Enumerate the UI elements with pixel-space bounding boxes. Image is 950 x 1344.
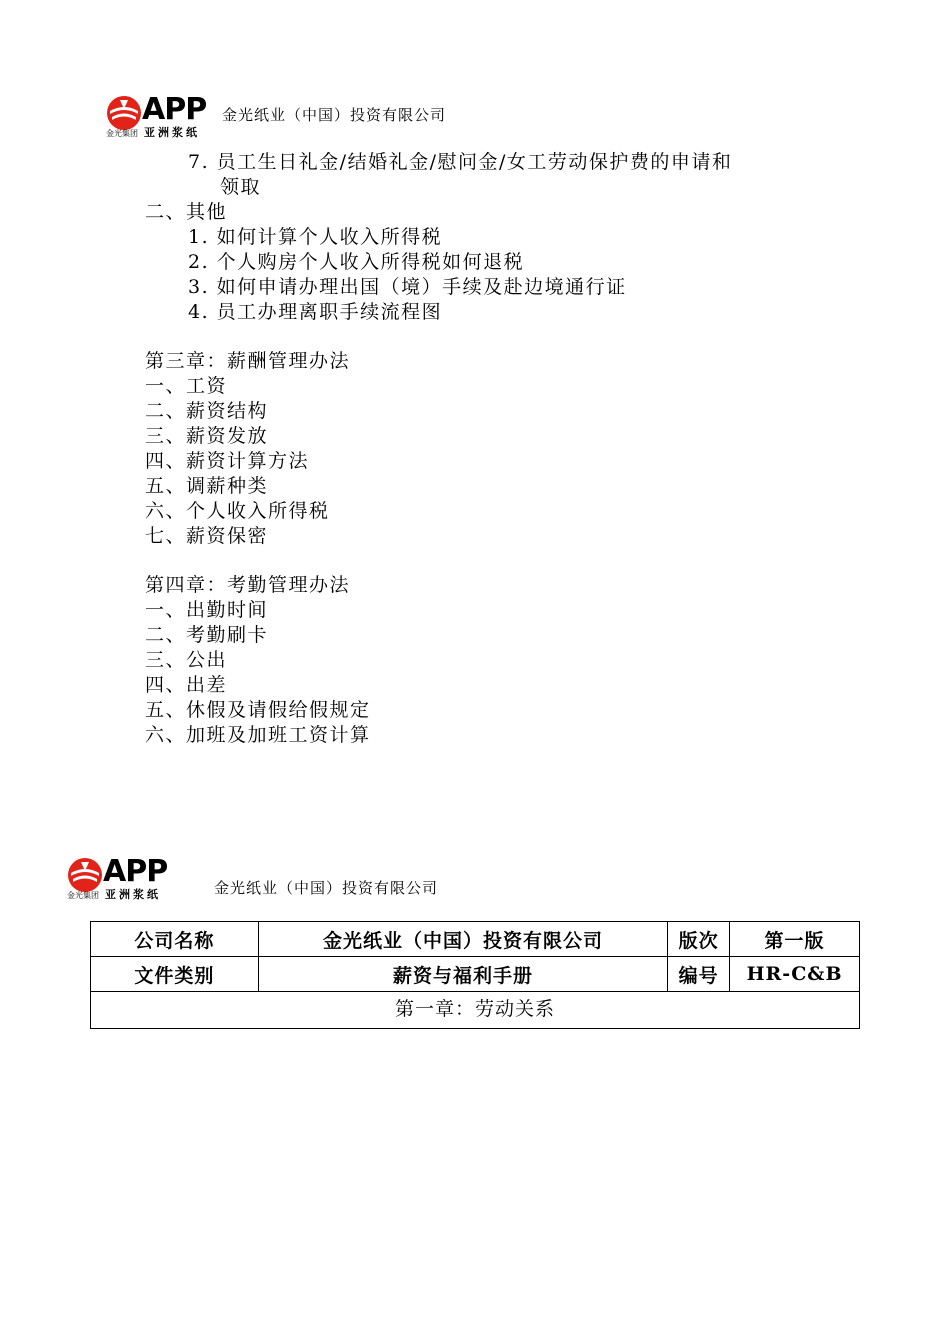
toc-line: 五、休假及请假给假规定 [145, 699, 371, 721]
toc-line: 二、薪资结构 [145, 400, 269, 422]
toc-line: 3. 如何申请办理出国（境）手续及赴边境通行证 [188, 276, 627, 298]
logo-cn-text: 亚洲浆纸 [105, 888, 161, 901]
app-logo [67, 854, 168, 902]
toc-line: 一、出勤时间 [145, 599, 269, 621]
toc-line: 2. 个人购房个人收入所得税如何退税 [188, 251, 525, 273]
logo-group-text: 金光集团 [67, 891, 99, 900]
toc-line: 4. 员工办理离职手续流程图 [188, 301, 443, 323]
toc-line: 三、公出 [145, 649, 228, 671]
table-row [91, 957, 860, 992]
code-value: HR-C&B [730, 957, 860, 992]
logo-text: APP [103, 854, 168, 889]
toc-line: 一、工资 [145, 375, 228, 397]
chapter-title: 第三章：薪酬管理办法 [145, 350, 351, 372]
toc-line: 1. 如何计算个人收入所得税 [188, 226, 443, 248]
toc-line: 七、薪资保密 [145, 525, 269, 547]
app-logo-mark-icon [67, 857, 103, 893]
code-label: 编号 [668, 957, 730, 992]
company-value: 金光纸业（中国）投资有限公司 [258, 922, 667, 957]
header-company-name: 金光纸业（中国）投资有限公司 [222, 106, 447, 124]
logo-cn-text: 亚洲浆纸 [144, 126, 200, 139]
app-logo-mark-icon [106, 95, 142, 131]
logo-group-text: 金光集团 [106, 129, 138, 138]
logo-text: APP [142, 92, 207, 127]
toc-line: 六、个人收入所得税 [145, 500, 330, 522]
chapter-title: 第四章：考勤管理办法 [145, 574, 351, 596]
edition-label: 版次 [668, 922, 730, 957]
table-row [91, 922, 860, 957]
table-row [91, 992, 860, 1029]
document-info-table [90, 921, 860, 1029]
chapter-heading: 第一章：劳动关系 [91, 992, 860, 1029]
company-label: 公司名称 [91, 922, 259, 957]
toc-line: 领取 [220, 176, 262, 198]
toc-line: 六、加班及加班工资计算 [145, 724, 371, 746]
edition-value: 第一版 [730, 922, 860, 957]
toc-line: 三、薪资发放 [145, 425, 269, 447]
toc-line: 二、考勤刷卡 [145, 624, 269, 646]
category-label: 文件类别 [91, 957, 259, 992]
toc-line: 四、出差 [145, 674, 228, 696]
toc-line: 五、调薪种类 [145, 475, 269, 497]
app-logo [106, 92, 207, 140]
category-value: 薪资与福利手册 [258, 957, 667, 992]
toc-line: 四、薪资计算方法 [145, 450, 310, 472]
toc-section-title: 二、其他 [145, 201, 228, 223]
toc-line: 7. 员工生日礼金/结婚礼金/慰问金/女工劳动保护费的申请和 [188, 151, 733, 173]
header-company-name: 金光纸业（中国）投资有限公司 [214, 879, 439, 897]
